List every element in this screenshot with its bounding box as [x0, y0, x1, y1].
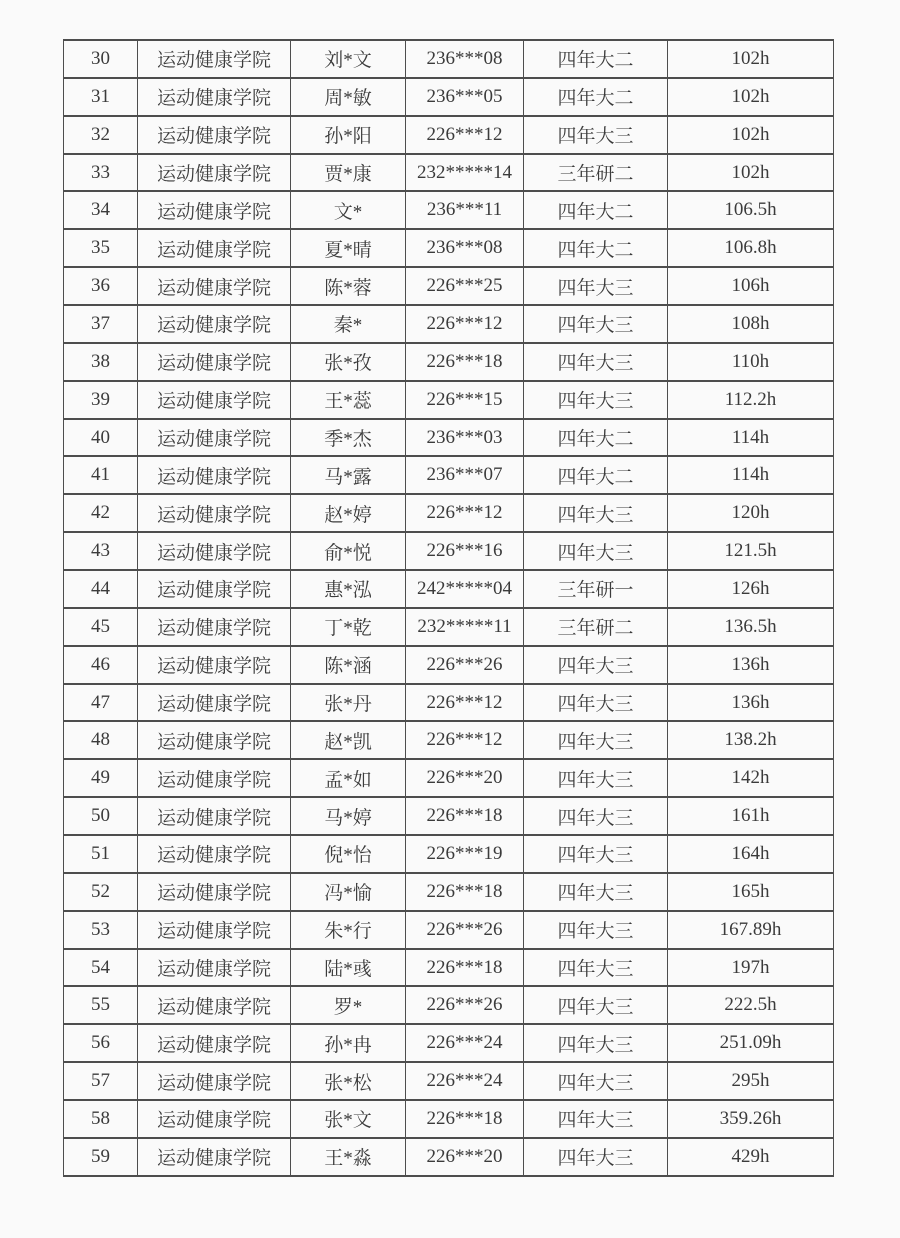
row-number-cell: 51 — [64, 835, 138, 873]
row-number-cell: 47 — [64, 684, 138, 722]
grade-cell: 四年大三 — [524, 684, 668, 722]
student-id-cell: 236***05 — [406, 78, 524, 116]
grade-cell: 四年大三 — [524, 494, 668, 532]
table-row — [64, 381, 834, 419]
student-id-cell: 226***12 — [406, 305, 524, 343]
table-row — [64, 986, 834, 1024]
grade-cell: 四年大三 — [524, 1100, 668, 1138]
table-row — [64, 1100, 834, 1138]
college-cell: 运动健康学院 — [138, 911, 291, 949]
student-name-cell: 罗* — [291, 986, 406, 1024]
student-id-cell: 232*****14 — [406, 154, 524, 192]
row-number-cell: 54 — [64, 949, 138, 987]
grade-cell: 四年大三 — [524, 949, 668, 987]
student-name-cell: 贾*康 — [291, 154, 406, 192]
hours-cell: 222.5h — [668, 986, 834, 1024]
hours-cell: 142h — [668, 759, 834, 797]
grade-cell: 三年研一 — [524, 570, 668, 608]
student-name-cell: 王*淼 — [291, 1138, 406, 1176]
row-number-cell: 49 — [64, 759, 138, 797]
table-row — [64, 40, 834, 78]
student-name-cell: 朱*行 — [291, 911, 406, 949]
student-id-cell: 232*****11 — [406, 608, 524, 646]
student-id-cell: 226***20 — [406, 759, 524, 797]
student-id-cell: 226***26 — [406, 911, 524, 949]
grade-cell: 四年大三 — [524, 797, 668, 835]
table-row — [64, 949, 834, 987]
student-name-cell: 丁*乾 — [291, 608, 406, 646]
table-row — [64, 191, 834, 229]
student-name-cell: 冯*愉 — [291, 873, 406, 911]
college-cell: 运动健康学院 — [138, 759, 291, 797]
college-cell: 运动健康学院 — [138, 381, 291, 419]
grade-cell: 四年大三 — [524, 986, 668, 1024]
grade-cell: 四年大三 — [524, 305, 668, 343]
college-cell: 运动健康学院 — [138, 40, 291, 78]
student-id-cell: 226***15 — [406, 381, 524, 419]
table-row — [64, 911, 834, 949]
student-name-cell: 倪*怡 — [291, 835, 406, 873]
grade-cell: 四年大三 — [524, 911, 668, 949]
hours-cell: 106.5h — [668, 191, 834, 229]
student-id-cell: 226***18 — [406, 949, 524, 987]
hours-cell: 136h — [668, 684, 834, 722]
student-id-cell: 236***07 — [406, 456, 524, 494]
table-row — [64, 835, 834, 873]
student-id-cell: 226***12 — [406, 116, 524, 154]
grade-cell: 四年大三 — [524, 873, 668, 911]
college-cell: 运动健康学院 — [138, 419, 291, 457]
college-cell: 运动健康学院 — [138, 570, 291, 608]
grade-cell: 四年大二 — [524, 40, 668, 78]
table-row — [64, 532, 834, 570]
table-row — [64, 797, 834, 835]
row-number-cell: 44 — [64, 570, 138, 608]
table-row — [64, 646, 834, 684]
student-name-cell: 张*文 — [291, 1100, 406, 1138]
row-number-cell: 57 — [64, 1062, 138, 1100]
hours-cell: 197h — [668, 949, 834, 987]
grade-cell: 三年研二 — [524, 154, 668, 192]
row-number-cell: 32 — [64, 116, 138, 154]
college-cell: 运动健康学院 — [138, 949, 291, 987]
student-id-cell: 236***08 — [406, 40, 524, 78]
student-name-cell: 张*松 — [291, 1062, 406, 1100]
grade-cell: 四年大三 — [524, 721, 668, 759]
table-row — [64, 759, 834, 797]
table-row — [64, 78, 834, 116]
grade-cell: 四年大三 — [524, 116, 668, 154]
student-name-cell: 张*丹 — [291, 684, 406, 722]
table-row — [64, 494, 834, 532]
hours-cell: 359.26h — [668, 1100, 834, 1138]
hours-cell: 251.09h — [668, 1024, 834, 1062]
row-number-cell: 36 — [64, 267, 138, 305]
table-row — [64, 456, 834, 494]
college-cell: 运动健康学院 — [138, 305, 291, 343]
hours-cell: 108h — [668, 305, 834, 343]
student-id-cell: 226***18 — [406, 797, 524, 835]
grade-cell: 四年大三 — [524, 1024, 668, 1062]
grade-cell: 四年大三 — [524, 267, 668, 305]
table-row — [64, 1138, 834, 1176]
hours-cell: 165h — [668, 873, 834, 911]
table-row — [64, 873, 834, 911]
row-number-cell: 59 — [64, 1138, 138, 1176]
student-id-cell: 226***20 — [406, 1138, 524, 1176]
hours-cell: 102h — [668, 116, 834, 154]
college-cell: 运动健康学院 — [138, 456, 291, 494]
college-cell: 运动健康学院 — [138, 1062, 291, 1100]
student-name-cell: 惠*泓 — [291, 570, 406, 608]
row-number-cell: 58 — [64, 1100, 138, 1138]
hours-cell: 102h — [668, 154, 834, 192]
student-name-cell: 文* — [291, 191, 406, 229]
grade-cell: 四年大二 — [524, 419, 668, 457]
row-number-cell: 34 — [64, 191, 138, 229]
row-number-cell: 41 — [64, 456, 138, 494]
college-cell: 运动健康学院 — [138, 494, 291, 532]
hours-cell: 136.5h — [668, 608, 834, 646]
student-name-cell: 赵*凯 — [291, 721, 406, 759]
table-row — [64, 343, 834, 381]
table-row — [64, 608, 834, 646]
table-row — [64, 1024, 834, 1062]
row-number-cell: 42 — [64, 494, 138, 532]
college-cell: 运动健康学院 — [138, 532, 291, 570]
college-cell: 运动健康学院 — [138, 229, 291, 267]
hours-cell: 121.5h — [668, 532, 834, 570]
student-name-cell: 刘*文 — [291, 40, 406, 78]
grade-cell: 四年大二 — [524, 78, 668, 116]
college-cell: 运动健康学院 — [138, 116, 291, 154]
student-name-cell: 孙*冉 — [291, 1024, 406, 1062]
table-row — [64, 116, 834, 154]
college-cell: 运动健康学院 — [138, 343, 291, 381]
college-cell: 运动健康学院 — [138, 1138, 291, 1176]
row-number-cell: 35 — [64, 229, 138, 267]
student-name-cell: 俞*悦 — [291, 532, 406, 570]
table-row — [64, 154, 834, 192]
row-number-cell: 30 — [64, 40, 138, 78]
hours-cell: 126h — [668, 570, 834, 608]
student-id-cell: 226***16 — [406, 532, 524, 570]
college-cell: 运动健康学院 — [138, 78, 291, 116]
grade-cell: 四年大二 — [524, 229, 668, 267]
student-id-cell: 226***25 — [406, 267, 524, 305]
grade-cell: 四年大三 — [524, 646, 668, 684]
table-row — [64, 570, 834, 608]
student-name-cell: 马*露 — [291, 456, 406, 494]
hours-cell: 295h — [668, 1062, 834, 1100]
row-number-cell: 39 — [64, 381, 138, 419]
hours-cell: 136h — [668, 646, 834, 684]
hours-cell: 164h — [668, 835, 834, 873]
student-name-cell: 周*敏 — [291, 78, 406, 116]
row-number-cell: 50 — [64, 797, 138, 835]
student-id-cell: 226***19 — [406, 835, 524, 873]
table-row — [64, 684, 834, 722]
college-cell: 运动健康学院 — [138, 873, 291, 911]
grade-cell: 四年大三 — [524, 1138, 668, 1176]
student-name-cell: 夏*晴 — [291, 229, 406, 267]
student-id-cell: 226***24 — [406, 1024, 524, 1062]
hours-cell: 102h — [668, 78, 834, 116]
volunteer-hours-table — [63, 39, 834, 1177]
grade-cell: 三年研二 — [524, 608, 668, 646]
row-number-cell: 53 — [64, 911, 138, 949]
grade-cell: 四年大三 — [524, 343, 668, 381]
college-cell: 运动健康学院 — [138, 608, 291, 646]
row-number-cell: 38 — [64, 343, 138, 381]
student-name-cell: 季*杰 — [291, 419, 406, 457]
student-id-cell: 226***12 — [406, 494, 524, 532]
grade-cell: 四年大二 — [524, 456, 668, 494]
row-number-cell: 37 — [64, 305, 138, 343]
table-body — [64, 40, 834, 1176]
college-cell: 运动健康学院 — [138, 684, 291, 722]
student-name-cell: 孟*如 — [291, 759, 406, 797]
student-id-cell: 226***12 — [406, 721, 524, 759]
college-cell: 运动健康学院 — [138, 1100, 291, 1138]
college-cell: 运动健康学院 — [138, 646, 291, 684]
student-id-cell: 236***11 — [406, 191, 524, 229]
hours-cell: 114h — [668, 456, 834, 494]
row-number-cell: 46 — [64, 646, 138, 684]
hours-cell: 167.89h — [668, 911, 834, 949]
hours-cell: 114h — [668, 419, 834, 457]
college-cell: 运动健康学院 — [138, 721, 291, 759]
row-number-cell: 48 — [64, 721, 138, 759]
row-number-cell: 45 — [64, 608, 138, 646]
student-id-cell: 226***24 — [406, 1062, 524, 1100]
student-name-cell: 马*婷 — [291, 797, 406, 835]
college-cell: 运动健康学院 — [138, 797, 291, 835]
grade-cell: 四年大三 — [524, 835, 668, 873]
student-id-cell: 236***08 — [406, 229, 524, 267]
college-cell: 运动健康学院 — [138, 835, 291, 873]
student-name-cell: 陆*彧 — [291, 949, 406, 987]
student-name-cell: 赵*婷 — [291, 494, 406, 532]
hours-cell: 106.8h — [668, 229, 834, 267]
row-number-cell: 31 — [64, 78, 138, 116]
grade-cell: 四年大三 — [524, 1062, 668, 1100]
student-id-cell: 236***03 — [406, 419, 524, 457]
hours-cell: 138.2h — [668, 721, 834, 759]
table-row — [64, 721, 834, 759]
hours-cell: 429h — [668, 1138, 834, 1176]
student-name-cell: 陈*蓉 — [291, 267, 406, 305]
student-name-cell: 孙*阳 — [291, 116, 406, 154]
table-row — [64, 229, 834, 267]
row-number-cell: 56 — [64, 1024, 138, 1062]
table-row — [64, 267, 834, 305]
table-row — [64, 305, 834, 343]
student-id-cell: 242*****04 — [406, 570, 524, 608]
student-id-cell: 226***18 — [406, 873, 524, 911]
grade-cell: 四年大二 — [524, 191, 668, 229]
college-cell: 运动健康学院 — [138, 986, 291, 1024]
student-id-cell: 226***26 — [406, 986, 524, 1024]
hours-cell: 161h — [668, 797, 834, 835]
table-row — [64, 1062, 834, 1100]
row-number-cell: 40 — [64, 419, 138, 457]
row-number-cell: 33 — [64, 154, 138, 192]
grade-cell: 四年大三 — [524, 532, 668, 570]
student-id-cell: 226***18 — [406, 343, 524, 381]
student-name-cell: 张*孜 — [291, 343, 406, 381]
hours-cell: 112.2h — [668, 381, 834, 419]
hours-cell: 110h — [668, 343, 834, 381]
hours-cell: 120h — [668, 494, 834, 532]
student-name-cell: 秦* — [291, 305, 406, 343]
hours-cell: 106h — [668, 267, 834, 305]
student-name-cell: 王*蕊 — [291, 381, 406, 419]
row-number-cell: 55 — [64, 986, 138, 1024]
grade-cell: 四年大三 — [524, 381, 668, 419]
student-id-cell: 226***26 — [406, 646, 524, 684]
hours-cell: 102h — [668, 40, 834, 78]
college-cell: 运动健康学院 — [138, 267, 291, 305]
student-id-cell: 226***18 — [406, 1100, 524, 1138]
table-row — [64, 419, 834, 457]
student-name-cell: 陈*涵 — [291, 646, 406, 684]
row-number-cell: 52 — [64, 873, 138, 911]
student-id-cell: 226***12 — [406, 684, 524, 722]
college-cell: 运动健康学院 — [138, 154, 291, 192]
row-number-cell: 43 — [64, 532, 138, 570]
college-cell: 运动健康学院 — [138, 191, 291, 229]
grade-cell: 四年大三 — [524, 759, 668, 797]
college-cell: 运动健康学院 — [138, 1024, 291, 1062]
